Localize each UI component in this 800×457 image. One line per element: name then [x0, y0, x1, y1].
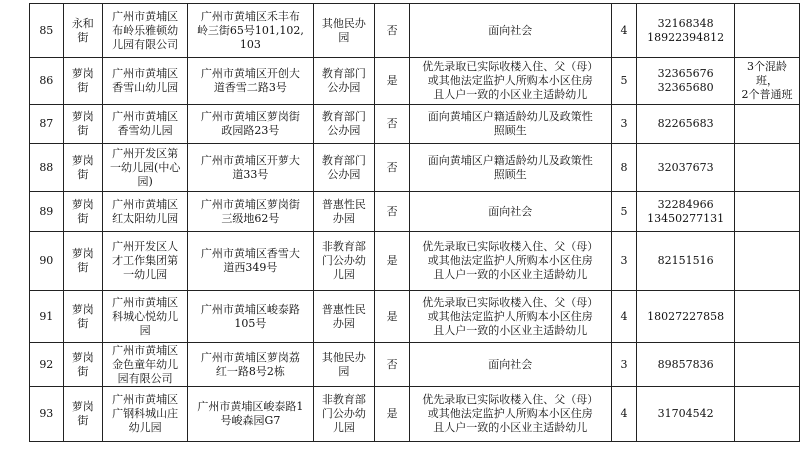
street-cell: 永和 街: [63, 4, 102, 58]
row-number-cell: 87: [30, 105, 64, 144]
table-row: [30, 387, 800, 442]
online-apply-cell: 否: [375, 343, 410, 387]
school-type-cell: 其他民办 园: [313, 4, 375, 58]
note-cell: [734, 4, 799, 58]
row-number-cell: 90: [30, 232, 64, 291]
table-row: [30, 291, 800, 343]
address-cell: 广州市黄埔区开萝大 道33号: [188, 144, 313, 192]
row-number-cell: 89: [30, 192, 64, 232]
class-count-cell: 5: [611, 192, 637, 232]
class-count-cell: 5: [611, 58, 637, 105]
note-cell: [734, 343, 799, 387]
street-cell: 萝岗 街: [63, 144, 102, 192]
row-number-cell: 91: [30, 291, 64, 343]
admission-scope-cell: 优先录取已实际收楼入住、父（母） 或其他法定监护人所购本小区住房 且人户一致的小区业主适龄幼儿: [409, 232, 611, 291]
note-cell: [734, 291, 799, 343]
table-row: [30, 144, 800, 192]
online-apply-cell: 否: [375, 4, 410, 58]
note-cell: [734, 105, 799, 144]
kindergarten-name-cell: 广州市黄埔区 科城心悦幼儿 园: [103, 291, 188, 343]
table-row: [30, 105, 800, 144]
phone-cell: 32365676 32365680: [637, 58, 735, 105]
street-cell: 萝岗 街: [63, 232, 102, 291]
kindergarten-name-cell: 广州市黄埔区 红太阳幼儿园: [103, 192, 188, 232]
online-apply-cell: 否: [375, 144, 410, 192]
school-type-cell: 教育部门 公办园: [313, 105, 375, 144]
phone-cell: 31704542: [637, 387, 735, 442]
kindergarten-name-cell: 广州市黄埔区 广钢科城山庄 幼儿园: [103, 387, 188, 442]
note-cell: 3个混龄班， 2个普通班: [734, 58, 799, 105]
table-row: [30, 232, 800, 291]
note-cell: [734, 387, 799, 442]
school-type-cell: 非教育部 门公办幼 儿园: [313, 387, 375, 442]
address-cell: 广州市黄埔区禾丰布 岭三街65号101,102, 103: [188, 4, 313, 58]
admission-scope-cell: 面向黄埔区户籍适龄幼儿及政策性 照顾生: [409, 105, 611, 144]
table-row: [30, 4, 800, 58]
address-cell: 广州市黄埔区峻泰路1 号峻森园G7: [188, 387, 313, 442]
school-type-cell: 其他民办 园: [313, 343, 375, 387]
class-count-cell: 4: [611, 291, 637, 343]
phone-cell: 82265683: [637, 105, 735, 144]
note-cell: [734, 192, 799, 232]
online-apply-cell: 否: [375, 192, 410, 232]
school-type-cell: 普惠性民 办园: [313, 291, 375, 343]
class-count-cell: 3: [611, 105, 637, 144]
address-cell: 广州市黄埔区香雪大 道西349号: [188, 232, 313, 291]
row-number-cell: 85: [30, 4, 64, 58]
table-row: [30, 192, 800, 232]
kindergarten-name-cell: 广州市黄埔区 金色童年幼儿 园有限公司: [103, 343, 188, 387]
address-cell: 广州市黄埔区萝岗荔 红一路8号2栋: [188, 343, 313, 387]
phone-cell: 89857836: [637, 343, 735, 387]
phone-cell: 32037673: [637, 144, 735, 192]
row-number-cell: 93: [30, 387, 64, 442]
online-apply-cell: 是: [375, 58, 410, 105]
street-cell: 萝岗 街: [63, 291, 102, 343]
kindergarten-name-cell: 广州市黄埔区 布岭乐雅顿幼 儿园有限公司: [103, 4, 188, 58]
class-count-cell: 4: [611, 4, 637, 58]
school-type-cell: 非教育部 门公办幼 儿园: [313, 232, 375, 291]
row-number-cell: 92: [30, 343, 64, 387]
street-cell: 萝岗 街: [63, 105, 102, 144]
class-count-cell: 3: [611, 232, 637, 291]
admission-scope-cell: 面向社会: [409, 343, 611, 387]
class-count-cell: 8: [611, 144, 637, 192]
row-number-cell: 88: [30, 144, 64, 192]
address-cell: 广州市黄埔区峻泰路 105号: [188, 291, 313, 343]
table-row: [30, 58, 800, 105]
class-count-cell: 4: [611, 387, 637, 442]
kindergarten-table: [29, 3, 800, 442]
admission-scope-cell: 面向社会: [409, 4, 611, 58]
admission-scope-cell: 面向黄埔区户籍适龄幼儿及政策性 照顾生: [409, 144, 611, 192]
school-type-cell: 教育部门 公办园: [313, 144, 375, 192]
address-cell: 广州市黄埔区开创大 道香雪二路3号: [188, 58, 313, 105]
admission-scope-cell: 优先录取已实际收楼入住、父（母） 或其他法定监护人所购本小区住房 且人户一致的小区业主适龄幼儿: [409, 291, 611, 343]
street-cell: 萝岗 街: [63, 58, 102, 105]
school-type-cell: 教育部门 公办园: [313, 58, 375, 105]
admission-scope-cell: 面向社会: [409, 192, 611, 232]
table-row: [30, 343, 800, 387]
street-cell: 萝岗 街: [63, 192, 102, 232]
row-number-cell: 86: [30, 58, 64, 105]
note-cell: [734, 232, 799, 291]
address-cell: 广州市黄埔区萝岗街 政园路23号: [188, 105, 313, 144]
note-cell: [734, 144, 799, 192]
online-apply-cell: 是: [375, 387, 410, 442]
phone-cell: 18027227858: [637, 291, 735, 343]
street-cell: 萝岗 街: [63, 387, 102, 442]
phone-cell: 32168348 18922394812: [637, 4, 735, 58]
online-apply-cell: 是: [375, 291, 410, 343]
street-cell: 萝岗 街: [63, 343, 102, 387]
table-body: [30, 4, 800, 442]
phone-cell: 32284966 13450277131: [637, 192, 735, 232]
address-cell: 广州市黄埔区萝岗街 三级地62号: [188, 192, 313, 232]
kindergarten-name-cell: 广州开发区人 才工作集团第 一幼儿园: [103, 232, 188, 291]
kindergarten-name-cell: 广州开发区第 一幼儿园(中心 园): [103, 144, 188, 192]
admission-scope-cell: 优先录取已实际收楼入住、父（母） 或其他法定监护人所购本小区住房 且人户一致的小区业主适龄幼儿: [409, 58, 611, 105]
kindergarten-name-cell: 广州市黄埔区 香雪幼儿园: [103, 105, 188, 144]
admission-scope-cell: 优先录取已实际收楼入住、父（母） 或其他法定监护人所购本小区住房 且人户一致的小区业主适龄幼儿: [409, 387, 611, 442]
phone-cell: 82151516: [637, 232, 735, 291]
online-apply-cell: 否: [375, 105, 410, 144]
class-count-cell: 3: [611, 343, 637, 387]
school-type-cell: 普惠性民 办园: [313, 192, 375, 232]
kindergarten-name-cell: 广州市黄埔区 香雪山幼儿园: [103, 58, 188, 105]
online-apply-cell: 是: [375, 232, 410, 291]
